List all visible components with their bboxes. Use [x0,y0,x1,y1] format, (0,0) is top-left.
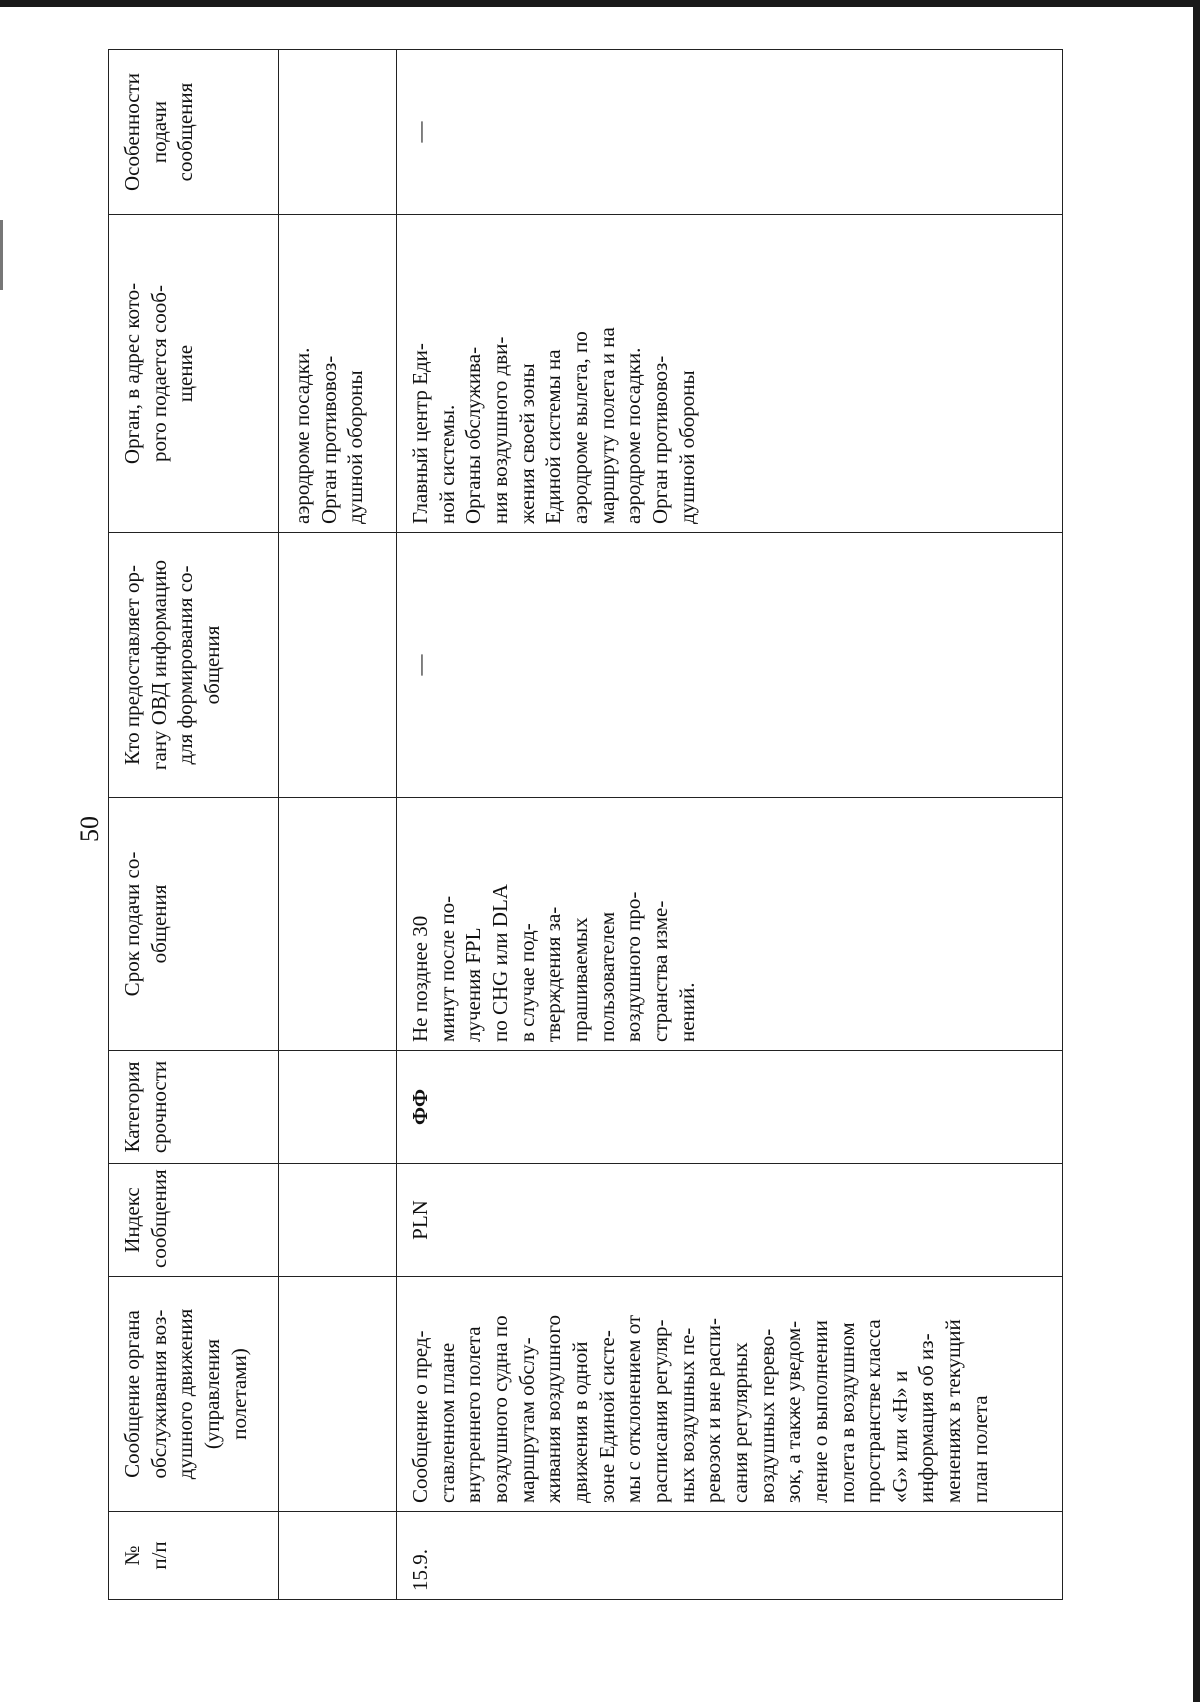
header-deadline: Срок подачи со- общения [109,798,279,1051]
continuation-row [279,50,397,1600]
header-index: Индекс сообщения [109,1164,279,1277]
row-index: PLN [397,1164,1063,1277]
page-number: 50 [75,816,104,842]
header-number: № п/п [109,1512,279,1600]
header-features: Особенности подачи сообщения [109,50,279,215]
scan-top-border [0,0,1200,7]
cont-index [279,1164,397,1277]
header-message: Сообщение органа обслуживания воз- душного движения (управления полетами) [109,1277,279,1512]
table-row [397,50,1063,1600]
scan-left-mark [0,220,3,290]
row-deadline: Не позднее 30 минут после по- лучения FPL по CHG или DLA в случае под- тверждения за- прашиваемых пользователем воздушного про- странства изме- нений. [397,798,1063,1051]
cont-provider [279,533,397,798]
rotated-table-sheet [108,50,1063,1600]
row-number: 15.9. [397,1512,1063,1600]
scan-right-border [1193,0,1200,1702]
row-recipient: Главный центр Еди- ной системы. Органы обслужива- ния воздушного дви- жения своей зоны Единой системы на аэродроме вылета, по маршруту полета и на аэродроме посадки. Орган противовоз- душной обороны [397,215,1063,533]
cont-recipient: аэродроме посадки. Орган противовоз- душной обороны [279,215,397,533]
row-features: — [397,50,1063,215]
header-recipient: Орган, в адрес кото- рого подается сооб- щение [109,215,279,533]
cont-number [279,1512,397,1600]
cont-features [279,50,397,215]
cont-urgency [279,1051,397,1164]
cont-message [279,1277,397,1512]
message-table [108,49,1063,1600]
header-row [109,50,279,1600]
header-provider: Кто предоставляет ор- гану ОВД информацию для формирования со- общения [109,533,279,798]
row-message: Сообщение о пред- ставленном плане внутреннего полета воздушного судна по маршрутам обслу- живания воздушного движения в одной зоне Единой систе- мы с отклонением от расписания регуляр- ных воздушных пе- ревозок и вне распи- сания регулярных воздушных перево- зок, а также уведом- ление о выполнении полета в воздушном пространстве класса «G» или «H» и информация об из- менениях в текущий план полета [397,1277,1063,1512]
row-provider: — [397,533,1063,798]
header-urgency: Категория срочности [109,1051,279,1164]
row-urgency: ФФ [397,1051,1063,1164]
cont-deadline [279,798,397,1051]
